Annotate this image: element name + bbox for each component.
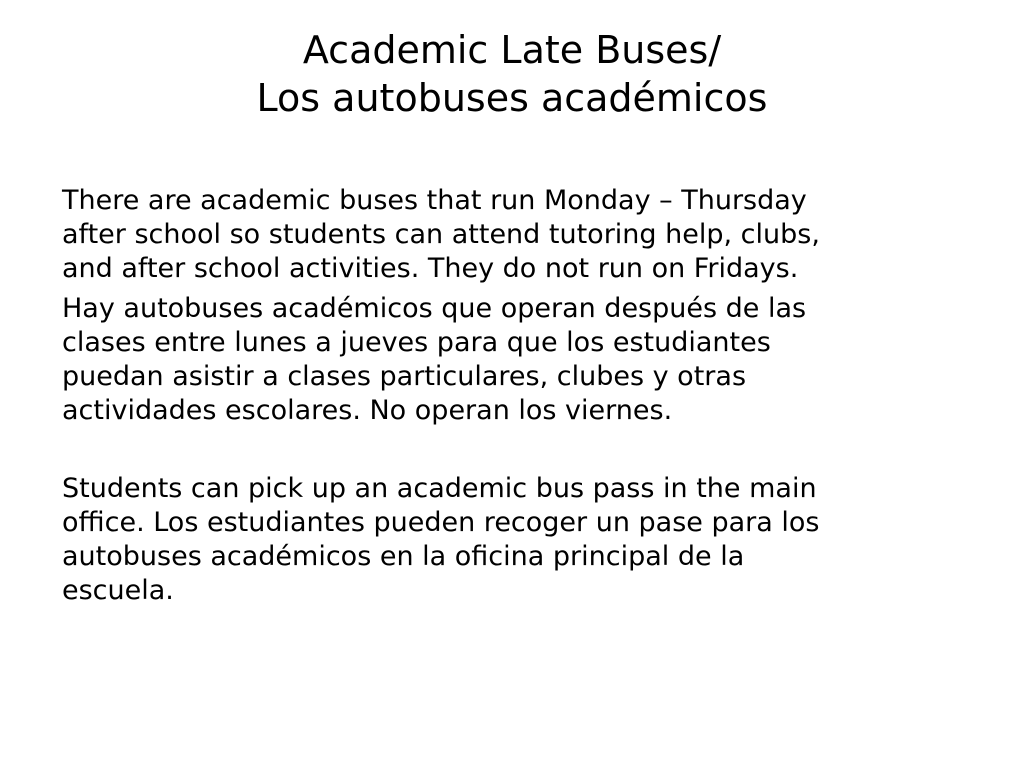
- text-line: actividades escolares. No operan los viernes.: [62, 395, 673, 426]
- title-line-english: Academic Late Buses/: [302, 28, 722, 72]
- text-line: Students can pick up an academic bus pass in the main: [62, 473, 817, 504]
- text-line: office. Los estudiantes pueden recoger un pase para los: [62, 507, 820, 538]
- slide-title: [0, 26, 1024, 122]
- text-line: autobuses académicos en la oficina principal de la: [62, 541, 745, 572]
- paragraph-spacer: [62, 434, 962, 472]
- text-line: after school so students can attend tutoring help, clubs,: [62, 219, 820, 250]
- text-line: clases entre lunes a jueves para que los estudiantes: [62, 327, 771, 358]
- text-line: puedan asistir a clases particulares, clubes y otras: [62, 361, 747, 392]
- text-line: Hay autobuses académicos que operan después de las: [62, 293, 807, 324]
- paragraph-bus-pass: [62, 472, 962, 608]
- title-line-spanish: Los autobuses académicos: [256, 76, 768, 120]
- text-line: escuela.: [62, 575, 174, 606]
- slide-body: [62, 184, 962, 614]
- paragraph-english-schedule: [62, 184, 962, 286]
- text-line: and after school activities. They do not run on Fridays.: [62, 253, 799, 284]
- paragraph-spanish-schedule: [62, 292, 962, 428]
- text-line: There are academic buses that run Monday – Thursday: [62, 185, 807, 216]
